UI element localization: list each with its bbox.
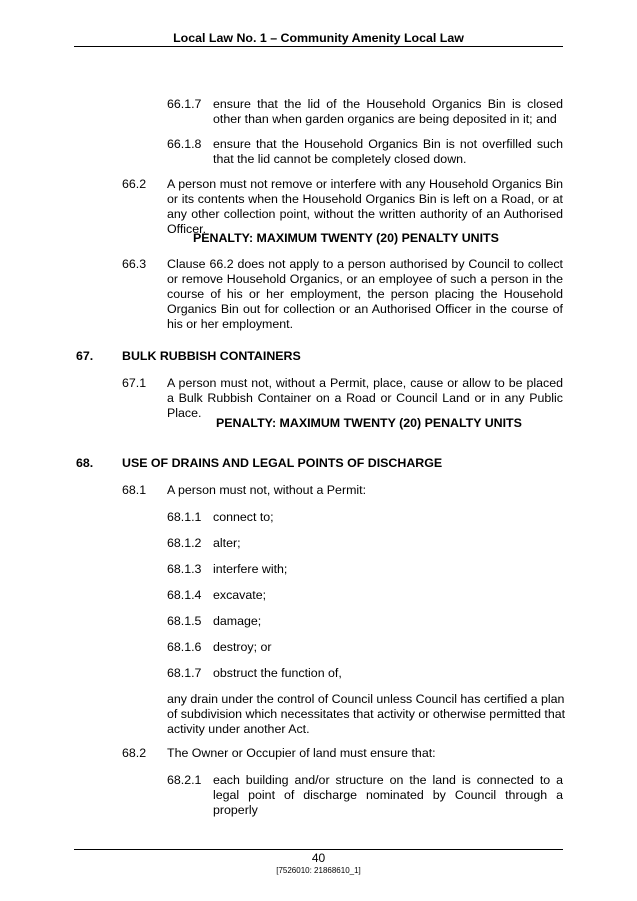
section-title: USE OF DRAINS AND LEGAL POINTS OF DISCHARGE	[122, 456, 443, 470]
list-item-text: damage;	[213, 614, 262, 628]
section-title: BULK RUBBISH CONTAINERS	[122, 349, 301, 363]
list-item-number: 68.1.1	[167, 510, 202, 524]
clause-text: A person must not remove or interfere with any Household Organics Bin or its contents when the Household Organics Bin is left on a Road, or at any other collection point, without the written authority of an Authorised Officer.	[167, 177, 563, 236]
list-item-number: 68.1.5	[167, 614, 202, 628]
list-item-text: excavate;	[213, 588, 267, 602]
clause-number: 68.2	[122, 746, 147, 760]
page-number: 40	[311, 851, 326, 865]
list-item-text: alter;	[213, 536, 241, 550]
clause-text: each building and/or structure on the land is connected to a legal point of discharge nominated by Council through a properly	[213, 773, 563, 817]
clause-text: The Owner or Occupier of land must ensure that:	[167, 746, 436, 760]
clause-number: 66.2	[122, 177, 147, 191]
clause-text: ensure that the Household Organics Bin is not overfilled such that the lid cannot be completely closed down.	[213, 137, 563, 166]
clause-number: 68.2.1	[167, 773, 202, 787]
list-item-text: obstruct the function of,	[213, 666, 342, 680]
list-item-number: 68.1.7	[167, 666, 202, 680]
clause-number: 66.3	[122, 257, 147, 271]
running-header: Local Law No. 1 – Community Amenity Local Law	[173, 31, 464, 45]
paragraph-text: any drain under the control of Council unless Council has certified a plan of subdivision which necessitates that activity or otherwise permitted that activity under another Act.	[167, 692, 566, 736]
list-item-text: destroy; or	[213, 640, 272, 654]
list-item-number: 68.1.4	[167, 588, 202, 602]
clause-number: 66.1.7	[167, 97, 202, 111]
clause-number: 67.1	[122, 376, 147, 390]
penalty-notice: PENALTY: MAXIMUM TWENTY (20) PENALTY UNITS	[193, 231, 499, 245]
footer-divider	[74, 849, 563, 850]
clause-text: Clause 66.2 does not apply to a person authorised by Council to collect or remove Household Organics, or an employee of such a person in the course of his or her employment, the person placing the Household Organics Bin out for collection or an Authorised Officer in the course of his or her employment.	[167, 257, 563, 331]
section-number: 67.	[76, 349, 94, 363]
list-item-number: 68.1.6	[167, 640, 202, 654]
list-item-text: connect to;	[213, 510, 274, 524]
clause-number: 66.1.8	[167, 137, 202, 151]
clause-text: A person must not, without a Permit:	[167, 483, 367, 497]
list-item-text: interfere with;	[213, 562, 288, 576]
list-item-number: 68.1.2	[167, 536, 202, 550]
clause-text: A person must not, without a Permit, place, cause or allow to be placed a Bulk Rubbish Container on a Road or Council Land or in any Public Place.	[167, 376, 563, 420]
list-item-number: 68.1.3	[167, 562, 202, 576]
section-number: 68.	[76, 456, 94, 470]
clause-text: ensure that the lid of the Household Organics Bin is closed other than when garden organics are being deposited in it; and	[213, 97, 563, 126]
header-divider	[74, 46, 563, 47]
clause-number: 68.1	[122, 483, 147, 497]
penalty-notice: PENALTY: MAXIMUM TWENTY (20) PENALTY UNITS	[216, 416, 522, 430]
document-reference: [7526010: 21868610_1]	[276, 866, 361, 875]
